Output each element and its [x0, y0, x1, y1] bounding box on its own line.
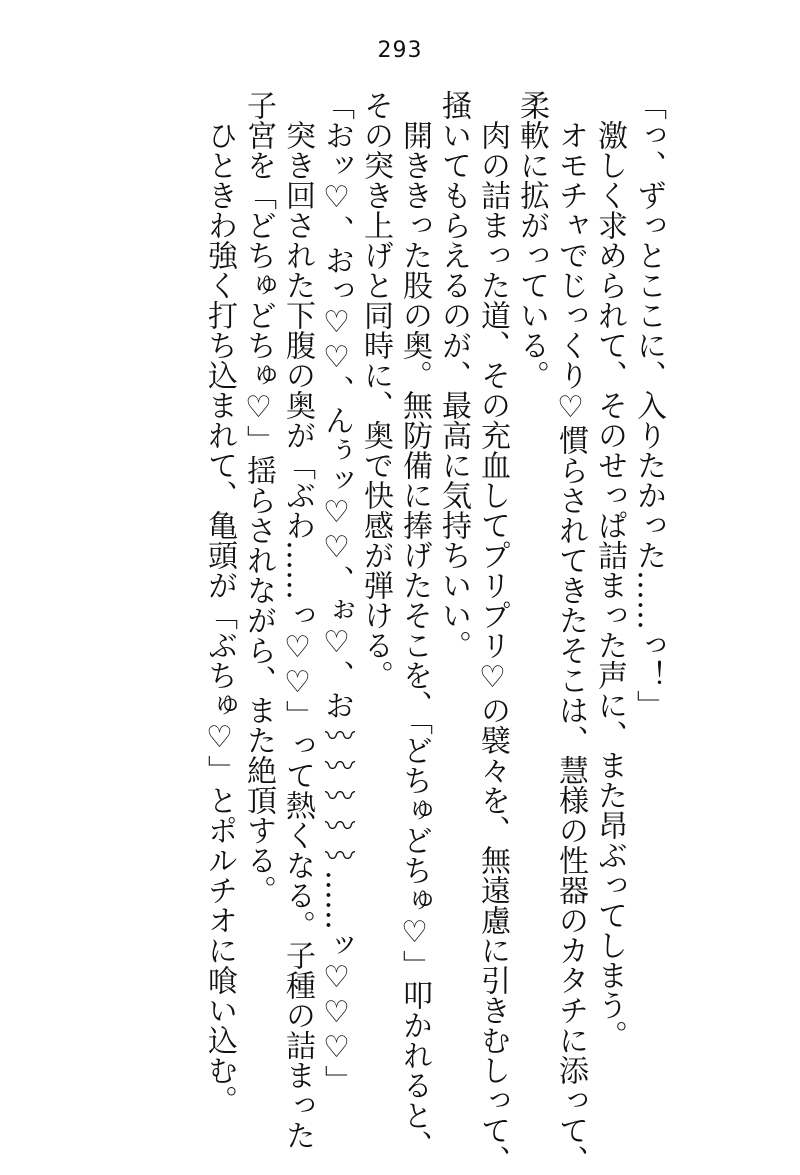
text-line: 子宮を「どちゅどちゅ♡」揺らされながら、また絶頂する。	[241, 90, 276, 905]
text-line: 掻いてもらえるのが、最高に気持ちいい。	[436, 90, 471, 660]
text-line: 開ききった股の奥。無防備に捧げたそこを、「どちゅどちゅ♡」叩かれると、	[397, 120, 432, 1160]
text-line: 「おッ♡、おっ♡♡、んぅッ♡♡、ぉ♡、お〰〰〰〰〰……ッ♡♡♡」	[319, 90, 354, 1095]
text-line: 激しく求められて、そのせっぱ詰まった声に、また昂ぶってしまう。	[592, 120, 627, 1050]
text-line: オモチャでじっくり♡慣らされてきたそこは、慧様の性器のカタチに添って、	[553, 120, 588, 1175]
text-line: 突き回された下腹の奥が「ぶわ……っ♡♡」って熱くなる。子種の詰まった	[280, 120, 315, 1150]
text-line: 肉の詰まった道、その充血してプリプリ♡の襞々を、無遠慮に引きむしって、	[475, 120, 510, 1175]
body-text	[68, 90, 668, 1175]
text-line: その突き上げと同時に、奥で快感が弾ける。	[358, 90, 393, 690]
text-line: 柔軟に拡がっている。	[514, 90, 549, 390]
text-line: 「っ、ずっとここに、入りたかった……っ！」	[631, 90, 666, 720]
text-line: ひときわ強く打ち込まれて、亀頭が「ぶちゅ♡」とポルチオに喰い込む。	[202, 120, 237, 1115]
page-number: 293	[377, 38, 423, 63]
